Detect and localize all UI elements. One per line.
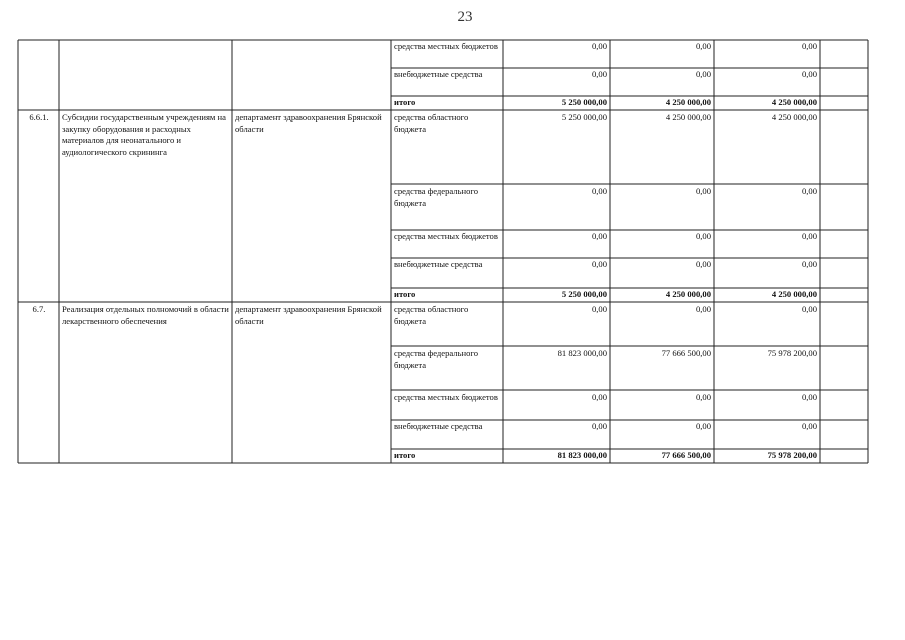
value-year-2: 77 666 500,00 <box>661 450 711 460</box>
item-name: Субсидии государственным учреждениям на закупку оборудования и расходных материалов для неонатального и аудиологического скрининга <box>62 112 226 157</box>
funding-source: средства местных бюджетов <box>394 392 498 402</box>
funding-source: внебюджетные средства <box>394 69 483 79</box>
funding-source: средства федерального бюджета <box>394 186 479 208</box>
funding-source: средства федерального бюджета <box>394 348 479 370</box>
value-year-1: 5 250 000,00 <box>561 112 607 122</box>
value-year-1: 0,00 <box>591 259 607 269</box>
value-year-3: 0,00 <box>801 41 817 51</box>
funding-source: итого <box>394 450 416 460</box>
value-year-1: 5 250 000,00 <box>561 289 607 299</box>
funding-source: итого <box>394 97 416 107</box>
value-year-1: 0,00 <box>591 231 607 241</box>
value-year-1: 0,00 <box>591 392 607 402</box>
value-year-2: 0,00 <box>695 392 711 402</box>
funding-source: внебюджетные средства <box>394 421 483 431</box>
value-year-1: 0,00 <box>591 69 607 79</box>
value-year-2: 4 250 000,00 <box>665 112 711 122</box>
value-year-3: 0,00 <box>801 392 817 402</box>
value-year-3: 4 250 000,00 <box>771 289 817 299</box>
item-number: 6.7. <box>32 304 46 314</box>
value-year-1: 81 823 000,00 <box>557 450 607 460</box>
value-year-2: 4 250 000,00 <box>665 289 711 299</box>
value-year-1: 0,00 <box>591 186 607 196</box>
value-year-3: 4 250 000,00 <box>771 112 817 122</box>
value-year-3: 75 978 200,00 <box>767 348 817 358</box>
value-year-2: 0,00 <box>695 304 711 314</box>
funding-source: итого <box>394 289 416 299</box>
value-year-1: 0,00 <box>591 41 607 51</box>
value-year-3: 0,00 <box>801 231 817 241</box>
page-number: 23 <box>457 9 473 25</box>
value-year-3: 0,00 <box>801 421 817 431</box>
value-year-2: 0,00 <box>695 421 711 431</box>
item-executor: департамент здравоохранения Брянской области <box>235 304 382 326</box>
value-year-2: 0,00 <box>695 69 711 79</box>
funding-source: средства областного бюджета <box>394 112 469 134</box>
funding-source: средства областного бюджета <box>394 304 469 326</box>
value-year-1: 81 823 000,00 <box>557 348 607 358</box>
item-executor: департамент здравоохранения Брянской области <box>235 112 382 134</box>
value-year-2: 0,00 <box>695 186 711 196</box>
value-year-2: 0,00 <box>695 231 711 241</box>
value-year-1: 0,00 <box>591 421 607 431</box>
value-year-2: 77 666 500,00 <box>661 348 711 358</box>
value-year-3: 0,00 <box>801 304 817 314</box>
value-year-1: 5 250 000,00 <box>561 97 607 107</box>
value-year-2: 0,00 <box>695 259 711 269</box>
value-year-2: 0,00 <box>695 41 711 51</box>
funding-source: внебюджетные средства <box>394 259 483 269</box>
value-year-2: 4 250 000,00 <box>665 97 711 107</box>
value-year-1: 0,00 <box>591 304 607 314</box>
funding-source: средства местных бюджетов <box>394 231 498 241</box>
funding-source: средства местных бюджетов <box>394 41 498 51</box>
value-year-3: 0,00 <box>801 259 817 269</box>
value-year-3: 0,00 <box>801 69 817 79</box>
value-year-3: 0,00 <box>801 186 817 196</box>
item-name: Реализация отдельных полномочий в области лекарственного обеспечения <box>62 304 229 326</box>
value-year-3: 75 978 200,00 <box>767 450 817 460</box>
value-year-3: 4 250 000,00 <box>771 97 817 107</box>
item-number: 6.6.1. <box>29 112 49 122</box>
